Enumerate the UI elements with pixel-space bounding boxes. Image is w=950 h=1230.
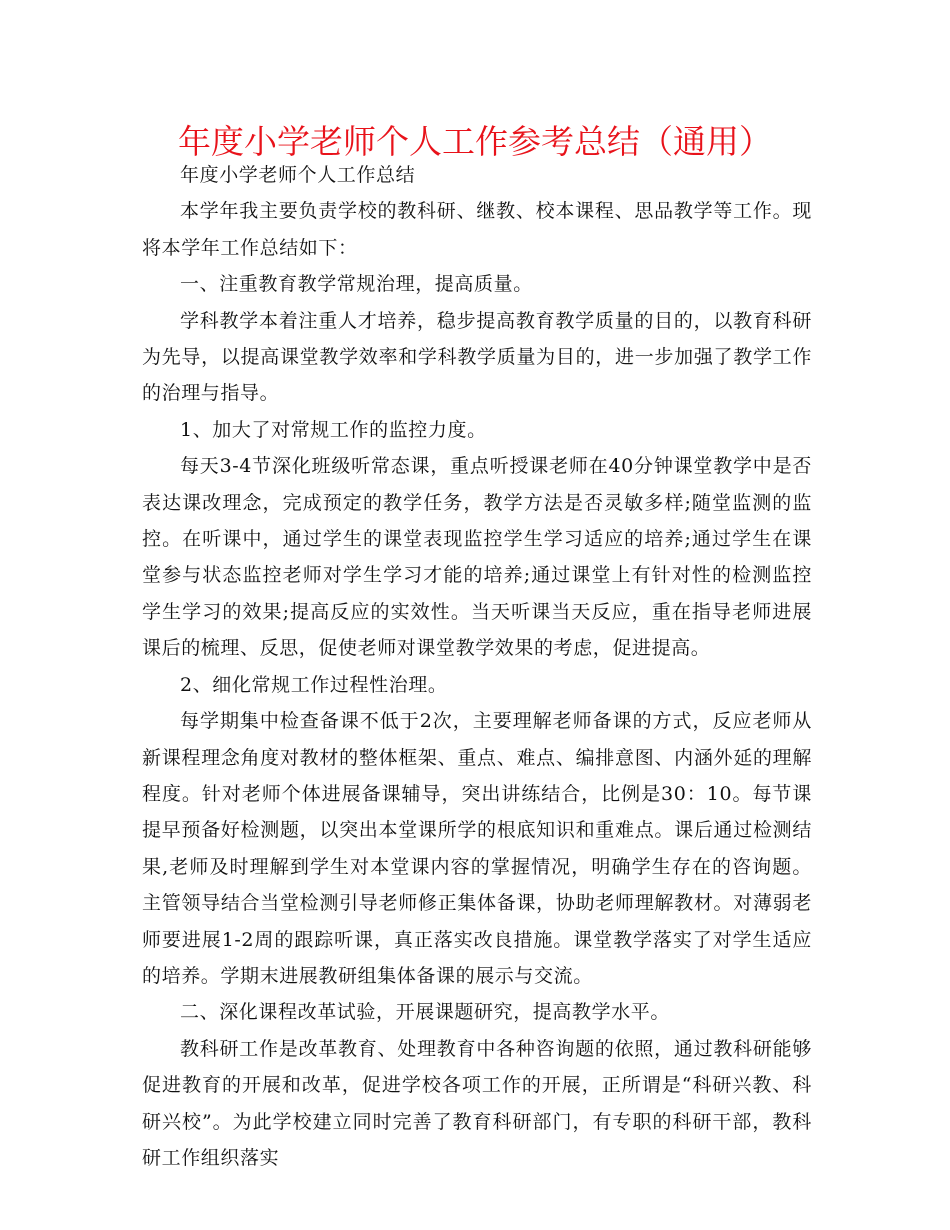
subsection-heading-1: 1、加大了对常规工作的监控力度。 xyxy=(180,418,487,441)
section-heading-2: 二、深化课程改革试验，开展课题研究，提高教学水平。 xyxy=(180,1001,671,1024)
section-heading-1: 一、注重教育教学常规治理，提高质量。 xyxy=(180,273,533,296)
document-title: 年度小学老师个人工作参考总结（通用） xyxy=(178,122,772,161)
paragraph: 教科研工作是改革教育、处理教育中各种咨询题的依照，通过教科研能够促进教育的开展和改革，促进学校各项工作的开展，正所谓是“科研兴教、科研兴校”。为此学校建立同时完善了教育科研部门，有专职的科研干部，教科研工作组织落实 xyxy=(142,1037,812,1169)
document-body xyxy=(142,157,812,1176)
paragraph-subtitle: 年度小学老师个人工作总结 xyxy=(180,164,416,186)
subsection-heading-2: 2、细化常规工作过程性治理。 xyxy=(180,673,448,696)
paragraph: 学科教学本着注重人才培养，稳步提高教育教学质量的目的，以教育科研为先导，以提高课堂教学效率和学科教学质量为目的，进一步加强了教学工作的治理与指导。 xyxy=(142,309,812,405)
paragraph: 每学期集中检查备课不低于2次，主要理解老师备课的方式，反应老师从新课程理念角度对教材的整体框架、重点、难点、编排意图、内涵外延的理解程度。针对老师个体进展备课辅导，突出讲练结合，比例是30：10。每节课提早预备好检测题，以突出本堂课所学的根底知识和重难点。课后通过检测结果,老师及时理解到学生对本堂课内容的掌握情况，明确学生存在的咨询题。主管领导结合当堂检测引导老师修正集体备课，协助老师理解教材。对薄弱老师要进展1-2周的跟踪听课，真正落实改良措施。课堂教学落实了对学生适应的培养。学期末进展教研组集体备课的展示与交流。 xyxy=(142,710,812,987)
paragraph: 每天3-4节深化班级听常态课，重点听授课老师在40分钟课堂教学中是否表达课改理念，完成预定的教学任务，教学方法是否灵敏多样;随堂监测的监控。在听课中，通过学生的课堂表现监控学生学习适应的培养;通过学生在课堂参与状态监控老师对学生学习才能的培养;通过课堂上有针对性的检测监控学生学习的效果;提高反应的实效性。当天听课当天反应，重在指导老师进展课后的梳理、反思，促使老师对课堂教学效果的考虑，促进提高。 xyxy=(142,455,812,660)
paragraph-intro: 本学年我主要负责学校的教科研、继教、校本课程、思品教学等工作。现将本学年工作总结如下： xyxy=(142,200,812,259)
